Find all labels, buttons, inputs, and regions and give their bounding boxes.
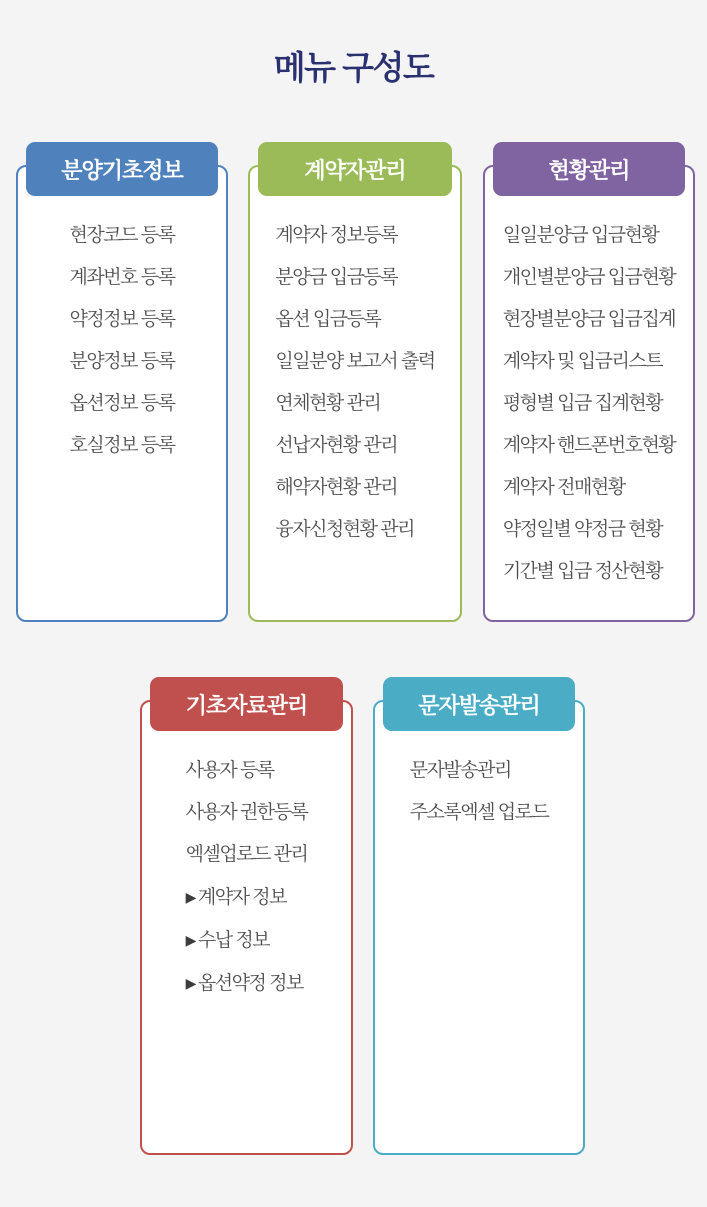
menu-item-list <box>186 750 308 1005</box>
card-body <box>483 165 695 622</box>
card-body <box>16 165 228 622</box>
menu-item: 선납자현황 관리 <box>275 435 398 456</box>
triangle-bullet-icon: ▶ <box>185 932 195 948</box>
card-body <box>373 700 585 1155</box>
card-sale-basic-info <box>16 142 228 622</box>
card-status-management <box>483 142 695 622</box>
menu-item <box>186 919 308 962</box>
menu-item: 계약자 및 입금리스트 <box>502 351 663 372</box>
menu-item: 일일분양금 입금현황 <box>502 225 659 246</box>
menu-item: 연체현황 관리 <box>275 393 381 414</box>
menu-item-label: 수납 정보 <box>197 930 270 951</box>
card-header-contractor-management <box>258 142 452 196</box>
menu-item-list <box>410 750 549 834</box>
menu-item <box>186 962 308 1005</box>
menu-item-label: 계약자 정보 <box>197 887 286 908</box>
card-title: 분양기초정보 <box>61 157 183 183</box>
menu-item: 사용자 권한등록 <box>185 802 308 823</box>
card-sms-management <box>373 677 585 1155</box>
menu-item-list <box>275 215 434 551</box>
menu-item: 평형별 입금 집계현황 <box>502 393 663 414</box>
menu-item: 옵션 입금등록 <box>275 309 381 330</box>
menu-item: 계약자 핸드폰번호현황 <box>502 435 676 456</box>
menu-item: 약정일별 약정금 현황 <box>502 519 663 540</box>
menu-item: 융자신청현황 관리 <box>275 519 414 540</box>
menu-item: 일일분양 보고서 출력 <box>275 351 435 372</box>
menu-item: 해약자현황 관리 <box>275 477 398 498</box>
menu-item: 약정정보 등록 <box>69 309 175 330</box>
card-header-status-management <box>493 142 685 196</box>
card-title: 현황관리 <box>548 157 630 183</box>
card-body <box>248 165 462 622</box>
menu-item-list <box>70 215 175 467</box>
card-title: 문자발송관리 <box>418 692 540 718</box>
card-title: 기초자료관리 <box>185 692 308 718</box>
menu-item: 개인별분양금 입금현황 <box>502 267 676 288</box>
menu-item: 계약자 전매현황 <box>502 477 625 498</box>
menu-item: 문자발송관리 <box>409 760 511 781</box>
menu-item: 사용자 등록 <box>185 760 274 781</box>
menu-item: 분양금 입금등록 <box>275 267 398 288</box>
card-header-basic-data-management <box>150 677 343 731</box>
menu-item: 현장코드 등록 <box>69 225 175 246</box>
menu-item: 계약자 정보등록 <box>275 225 398 246</box>
menu-item: 계좌번호 등록 <box>69 267 175 288</box>
triangle-bullet-icon: ▶ <box>185 889 195 905</box>
card-header-sale-basic-info <box>26 142 218 196</box>
menu-item: 엑셀업로드 관리 <box>185 844 308 865</box>
menu-item: 호실정보 등록 <box>69 435 175 456</box>
menu-item-label: 옵션약정 정보 <box>197 973 303 994</box>
menu-item: 기간별 입금 정산현황 <box>502 561 663 582</box>
menu-item: 현장별분양금 입금집계 <box>502 309 676 330</box>
card-header-sms-management <box>383 677 575 731</box>
menu-item <box>186 876 308 919</box>
menu-item: 주소록엑셀 업로드 <box>409 802 549 823</box>
page-title: 메뉴 구성도 <box>273 49 434 86</box>
card-title: 계약자관리 <box>304 157 406 183</box>
menu-item-list <box>503 215 675 593</box>
menu-item: 옵션정보 등록 <box>69 393 175 414</box>
card-contractor-management <box>248 142 462 622</box>
card-body <box>140 700 353 1155</box>
menu-item: 분양정보 등록 <box>69 351 175 372</box>
card-basic-data-management <box>140 677 353 1155</box>
triangle-bullet-icon: ▶ <box>185 975 195 991</box>
